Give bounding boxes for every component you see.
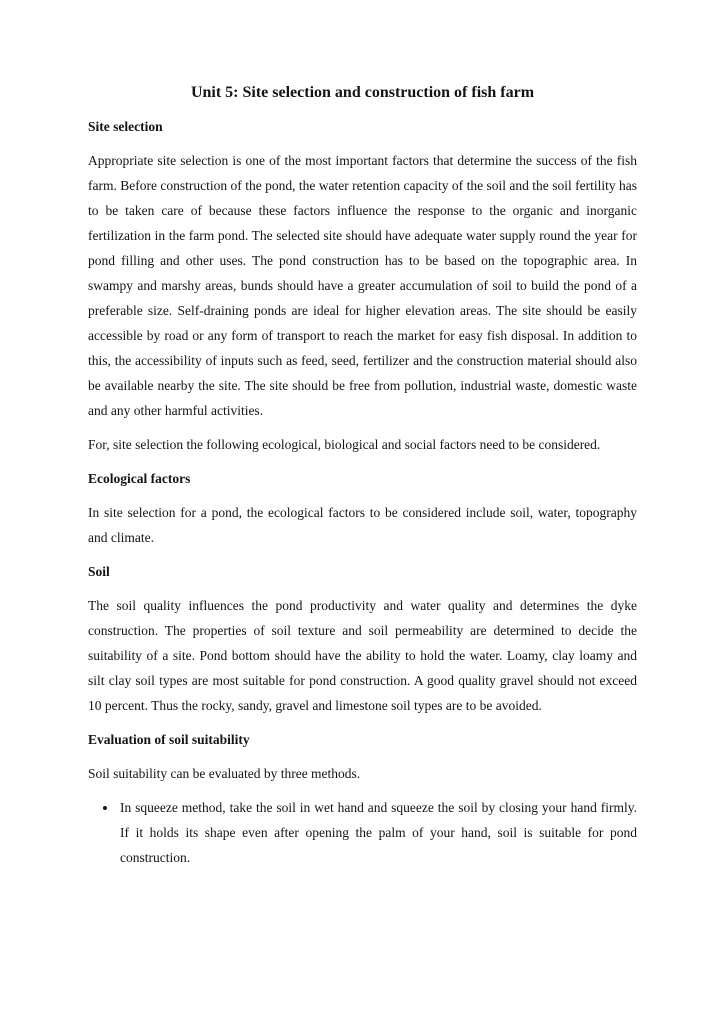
paragraph: Soil suitability can be evaluated by three methods. <box>88 766 361 781</box>
paragraph: The soil quality influences the pond productivity and water quality and determines the dyke construction. The properties of soil texture and soil permeability are determined to decide the suitability of a site. Pond bottom should have the ability to hold the water. Loamy, clay loamy and silt clay soil types are most suitable for pond construction. A good quality gravel should not exceed 10 percent. Thus the rocky, sandy, gravel and limestone soil types are to be avoided. <box>88 598 637 713</box>
paragraph: In site selection for a pond, the ecological factors to be considered include soil, water, topography and climate. <box>88 505 637 545</box>
paragraph: For, site selection the following ecological, biological and social factors need to be considered. <box>88 437 601 452</box>
section-heading: Site selection <box>88 119 163 134</box>
document-body <box>88 114 637 870</box>
section-heading: Soil <box>88 564 110 579</box>
bullet-item: • In squeeze method, take the soil in wet hand and squeeze the soil by closing your hand firmly. If it holds its shape even after opening the palm of your hand, soil is suitable for pond construction. <box>118 795 637 870</box>
paragraph: Appropriate site selection is one of the most important factors that determine the success of the fish farm. Before construction of the pond, the water retention capacity of the soil and the soil fertility has to be taken care of because these factors influence the response to the organic and inorganic fertilization in the farm pond. The selected site should have adequate water supply round the year for pond filling and other uses. The pond construction has to be based on the topographic area. In swampy and marshy areas, bunds should have a greater accumulation of soil to build the pond of a preferable size. Self-draining ponds are ideal for higher elevation areas. The site should be easily accessible by road or any form of transport to reach the market for easy fish disposal. In addition to this, the accessibility of inputs such as feed, seed, fertilizer and the construction material should also be available nearby the site. The site should be free from pollution, industrial waste, domestic waste and any other harmful activities. <box>88 153 637 418</box>
section-heading: Ecological factors <box>88 471 191 486</box>
page-title: Unit 5: Site selection and construction of fish farm <box>190 84 535 101</box>
bullet-list <box>88 795 637 870</box>
section-heading: Evaluation of soil suitability <box>88 732 250 747</box>
